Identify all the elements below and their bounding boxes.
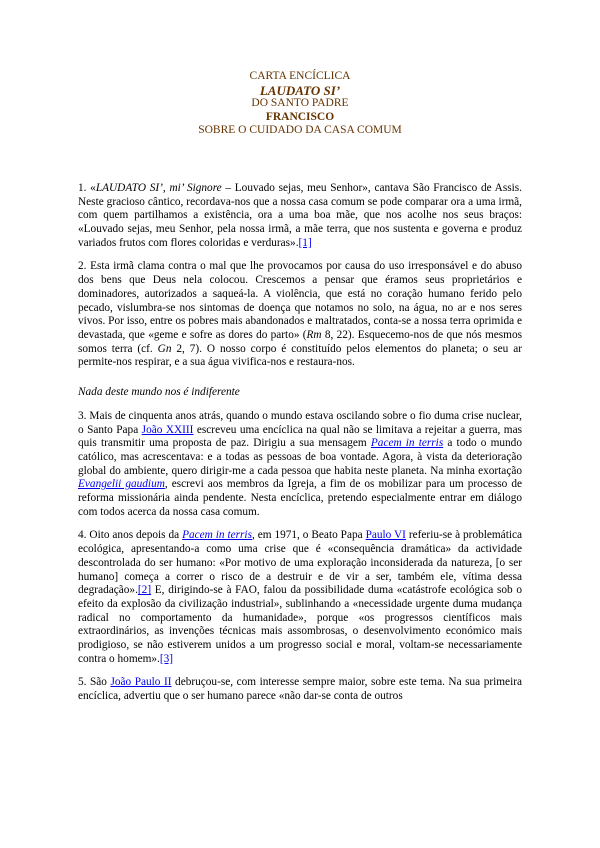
evangelii-gaudium-link[interactable]: Evangelii gaudium — [78, 478, 165, 491]
footnote-1-link[interactable]: [1] — [298, 236, 312, 249]
text-segment: referiu-se à problemática ecológica, apresentando-a como uma crise que é «consequência dramática» da actividade descontrolada do ser humano: «Por motivo de uma exploração inconsiderada da natureza, [o ser humano] começa a correr o risco de a destruir e de vir a ser, também ele, vítima dessa degradação». — [78, 529, 523, 597]
header-doc-type: CARTA ENCÍCLICA — [249, 70, 351, 82]
text-segment: 4. Oito anos depois da — [78, 529, 183, 542]
pacem-in-terris-link[interactable]: Pacem in terris — [370, 437, 444, 450]
text-segment: , em 1971, o Beato Papa — [251, 529, 366, 542]
text-segment: 5. São — [78, 676, 111, 689]
text-segment: E, dirigindo-se à FAO, falou da possibilidade duma «catástrofe ecológica sob o efeito da explosão da civilização industrial», sublinhando a «necessidade urgente duma mudança radical no comportamento da humanidade», porque «os progressos científicos mais extraordinários, as invenções técnicas mais assombrosas, o desenvolvimento económico mais prodigioso, se não estiverem unidos a um progresso social e moral, voltam-se necessariamente contra o homem». — [78, 584, 522, 665]
document-header — [78, 70, 522, 138]
text-segment: LAUDATO SI’, mi’ Signore — [95, 181, 222, 194]
joao-paulo-ii-link[interactable]: João Paulo II — [110, 676, 172, 689]
header-pope-name: FRANCISCO — [265, 110, 335, 123]
text-segment: – Louvado sejas, meu Senhor», cantava São Francisco de Assis. Neste gracioso cântico, recordava-nos que a nossa casa comum se pode comparar ora a uma irmã, com quem partilhamos a existência, ora a uma boa mãe, que nos acolhe nos seus braços: «Louvado sejas, meu Senhor, pela nossa irmã, a mãe terra, que nos sustenta e governa e produz variados frutos com flores coloridas e verduras». — [78, 181, 522, 249]
paragraph-1 — [78, 182, 522, 251]
document-body — [78, 182, 522, 704]
text-segment: Gn — [157, 342, 172, 355]
footnote-2-link[interactable]: [2] — [137, 584, 152, 597]
text-segment: escreveu uma encíclica na qual não se limitava a rejeitar a guerra, mas quis transmitir uma proposta de paz. Dirigiu a sua mensagem — [78, 423, 522, 450]
section-heading: Nada deste mundo nos é indiferente — [78, 386, 240, 399]
text-segment: , escrevi aos membros da Igreja, a fim de os mobilizar para um processo de reforma missionária ainda pendente. Nesta encíclica, pretendo especialmente entrar em diálogo com todos acerca da nossa casa comum. — [78, 478, 522, 518]
paragraph-2 — [78, 260, 522, 370]
text-segment: 8, 22). Esquecemo-nos de que nós mesmos somos terra (cf. — [78, 329, 522, 355]
text-segment: 3. Mais de cinquenta anos atrás, quando o mundo estava oscilando sobre o fio duma crise nuclear, o Santo Papa — [78, 409, 522, 436]
header-of-holy-father: DO SANTO PADRE — [251, 97, 349, 110]
text-segment: a todo o mundo católico, mas acrescentava: e a todas as pessoas de boa vontade. Agora, à vista da deterioração global do ambiente, quero dirigir-me a cada pessoa que habita neste planeta. Na minha exortação — [78, 437, 522, 477]
paulo-vi-link[interactable]: Paulo VI — [365, 529, 406, 542]
text-segment: Rm — [306, 329, 322, 341]
header-title: LAUDATO SI’ — [259, 82, 341, 98]
footnote-3-link[interactable]: [3] — [159, 652, 174, 665]
text-segment: 1. « — [78, 181, 96, 194]
text-segment: debruçou-se, com interesse sempre maior, sobre este tema. Na sua primeira encíclica, advertiu que o ser humano parece «não dar-se conta de outros — [78, 676, 522, 703]
pacem-in-terris-link-2[interactable]: Pacem in terris — [182, 529, 252, 542]
paragraph-5 — [78, 676, 522, 703]
text-segment: 2, 7). O nosso corpo é constituído pelos elementos do planeta; o seu ar permite-nos respirar, e a sua água vivifica-nos e restaura-nos. — [78, 342, 522, 369]
text-segment: 2. Esta irmã clama contra o mal que lhe provocamos por causa do uso irresponsável e do abuso dos bens que Deus nela colocou. Crescemos a pensar que éramos seus proprietários e dominadores, autorizados a saqueá-la. A violência, que está no coração humano ferido pelo pecado, vislumbra-se nos sintomas de doença que notamos no solo, na água, no ar e nos seres vivos. Por isso, entre os pobres mais abandonados e maltratados, conta-se a nossa terra oprimida e devastada, que «geme e sofre as dores do parto» ( — [78, 260, 522, 341]
paragraph-4 — [78, 529, 522, 666]
paragraph-3 — [78, 410, 522, 520]
joao-xxiii-link[interactable]: João XXIII — [141, 423, 194, 436]
header-subtitle: SOBRE O CUIDADO DA CASA COMUM — [198, 124, 402, 137]
